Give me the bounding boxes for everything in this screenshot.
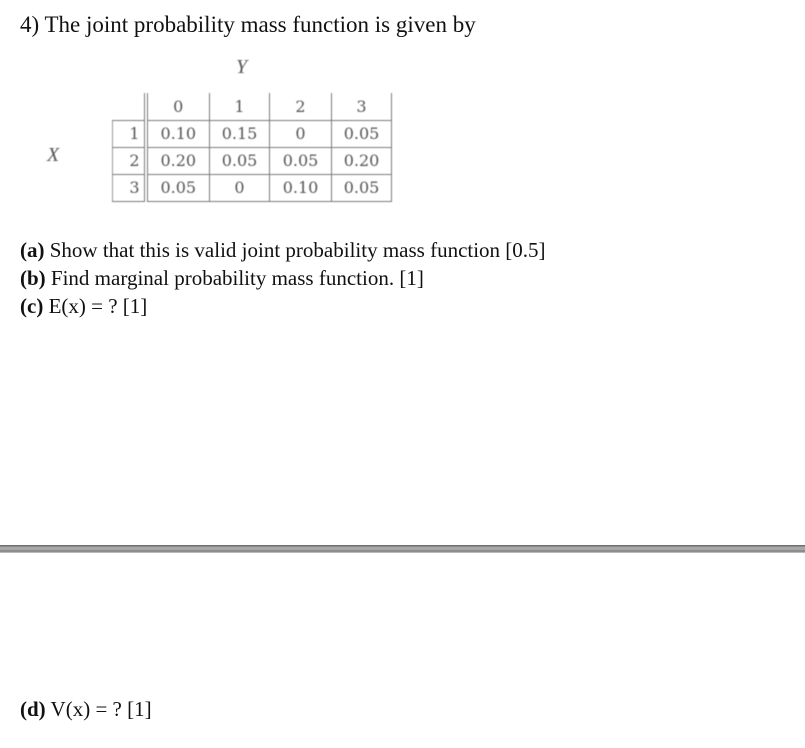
column-header: 1 <box>210 93 270 120</box>
row-header: 3 <box>113 174 146 201</box>
table-cell: 0.05 <box>146 174 210 201</box>
part-a <box>20 236 546 264</box>
part-a-tag: (a) <box>20 238 45 262</box>
part-b-text: Find marginal probability mass function. [1] <box>45 266 424 290</box>
corner-cell <box>113 93 146 120</box>
table-cell: 0 <box>210 174 270 201</box>
part-a-text: Show that this is valid joint probability mass function [0.5] <box>44 238 546 262</box>
table-cell: 0.20 <box>332 147 392 174</box>
part-d-text: V(x) = ? [1] <box>45 697 152 721</box>
row-header: 2 <box>113 147 146 174</box>
column-header: 2 <box>270 93 332 120</box>
part-d-tag: (d) <box>20 697 46 721</box>
row-header: 1 <box>113 120 146 147</box>
table-cell: 0.05 <box>270 147 332 174</box>
question-parts <box>20 236 546 320</box>
y-axis-label: Y <box>236 56 248 78</box>
x-axis-label: X <box>47 144 60 166</box>
table-cell: 0.10 <box>270 174 332 201</box>
table-row <box>113 174 392 201</box>
part-c-text: E(x) = ? [1] <box>43 294 148 318</box>
table-cell: 0.05 <box>210 147 270 174</box>
table-cell: 0.10 <box>146 120 210 147</box>
part-c-tag: (c) <box>20 294 44 318</box>
column-header: 0 <box>146 93 210 120</box>
part-d <box>20 695 152 723</box>
table-cell: 0.15 <box>210 120 270 147</box>
column-header: 3 <box>332 93 392 120</box>
table-row <box>113 120 392 147</box>
table-cell: 0 <box>270 120 332 147</box>
table-cell: 0.20 <box>146 147 210 174</box>
table-cell: 0.05 <box>332 120 392 147</box>
table-row <box>113 147 392 174</box>
table-header-row <box>113 93 392 120</box>
part-c <box>20 292 546 320</box>
joint-pmf-table <box>112 93 392 202</box>
table-cell: 0.05 <box>332 174 392 201</box>
part-b-tag: (b) <box>20 266 46 290</box>
question-title: 4) The joint probability mass function is given by <box>20 12 476 37</box>
section-divider-highlight <box>0 547 805 550</box>
part-b <box>20 264 546 292</box>
